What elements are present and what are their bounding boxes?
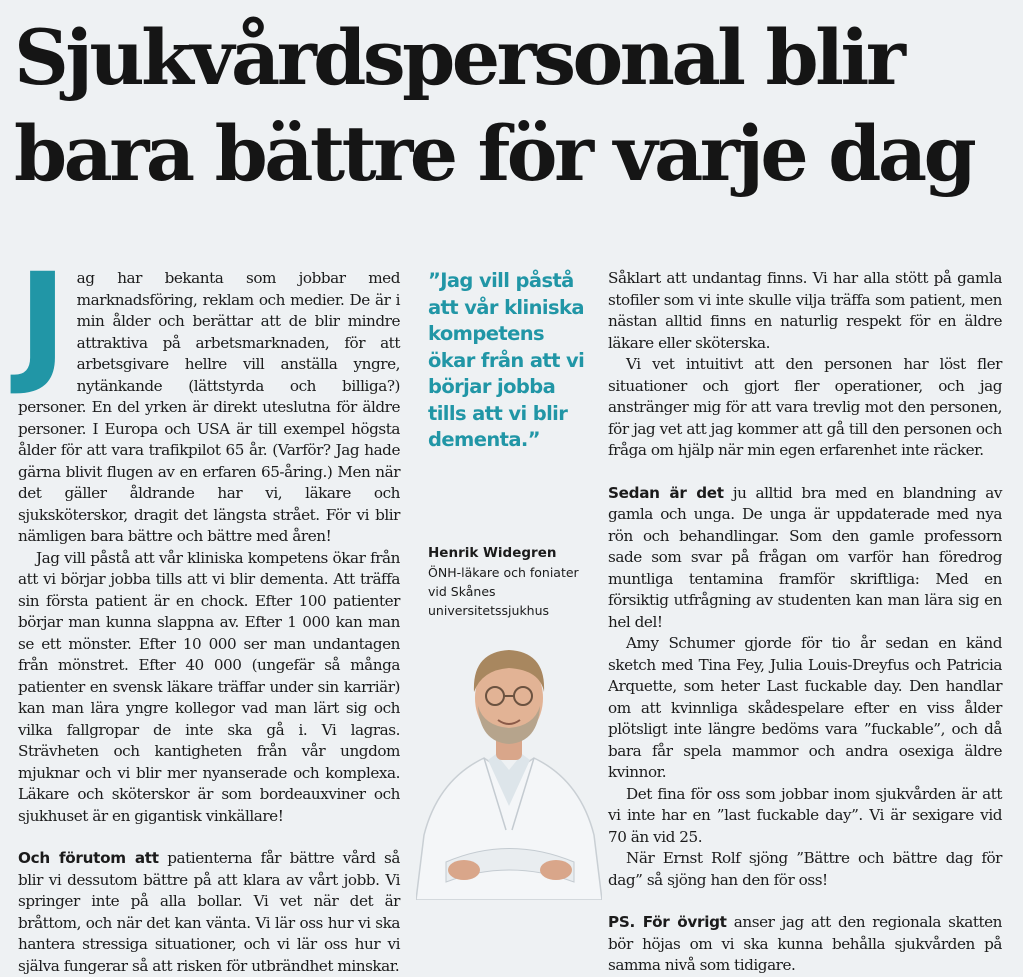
author-byline bbox=[428, 543, 598, 620]
drop-cap: J bbox=[18, 245, 67, 399]
body-paragraph bbox=[608, 912, 1002, 977]
paragraph-lead-in: Sedan är det bbox=[608, 483, 724, 502]
article-column-left bbox=[18, 245, 400, 977]
body-paragraph: Amy Schumer gjorde för tio år sedan en känd sketch med Tina Fey, Julia Louis-Dreyfus och Patricia Arquette, som heter Last fuckable day. Den handlar om att kvinnliga skådespelare efter en viss ålder plötsligt inte längre bedöms vara ”fuckable”, och då bara får spela mammor och andra osexiga äldre kvinnor. bbox=[608, 634, 1002, 781]
body-paragraph: Vi vet intuitivt att den personen har löst fler situationer och gjort fler operationer, och jag anstränger mig för att vara trevlig mot den personen, för jag vet att jag kommer att gå till den personen och fråga om hjälp när min egen erfarenhet inte räcker. bbox=[608, 355, 1002, 459]
body-paragraph bbox=[18, 848, 400, 977]
body-paragraph: Det fina för oss som jobbar inom sjukvården är att vi inte har en ”last fuckable day”. Vi är sexigare vid 70 än vid 25. bbox=[608, 784, 1002, 846]
author-name: Henrik Widegren bbox=[428, 545, 557, 561]
pull-quote: ”Jag vill påstå att vår kliniska kompetens ökar från att vi börjar jobba tills att vi blir dementa.” bbox=[428, 269, 585, 451]
body-paragraph bbox=[18, 245, 400, 548]
article-column-right bbox=[608, 268, 1002, 977]
paragraph-lead-in: Och förutom att bbox=[18, 849, 159, 867]
author-title: ÖNH-läkare och foniater vid Skånes universitetssjukhus bbox=[428, 565, 579, 618]
body-paragraph: Jag vill påstå att vår kliniska kompetens ökar från att vi börjar jobba tills att vi blir dementa. Att träffa sin första patient är en chock. Efter 100 patienter börjar man kunna slappna av. Efter 1 000 kan man se ett mönster. Efter 10 000 ser man undantagen från mönstret. Efter 40 000 (ungefär så många patienter en svensk läkare träffar under sin karriär) kan man lära yngre kollegor vad man lärt sig och vilka fallgropar de inte ska gå i. Vi lagras. Strävheten och kantigheten från vår ungdom mjuknar och vi blir mer nyanserade och komplexa. Läkare och sköterskor är som bordeauxviner och sjukhuset är en gigantisk vinkällare! bbox=[18, 548, 400, 825]
body-paragraph: När Ernst Rolf sjöng ”Bättre och bättre dag för dag” så sjöng han den för oss! bbox=[608, 849, 1002, 889]
headline: Sjukvårdspersonal blir bara bättre för varje dag bbox=[14, 13, 974, 198]
body-paragraph: Såklart att undantag finns. Vi har alla stött på gamla stofiler som vi inte skulle vilja träffa som patient, men nästan alltid finns en naturlig respekt för en äldre läkare eller sköterska. bbox=[608, 269, 1002, 352]
paragraph-text: anser jag att den regionala skatten bör höjas om vi ska kunna behålla sjukvården på samma nivå som tidigare. bbox=[608, 913, 1002, 974]
paragraph-text: ag har bekanta som jobbar med marknadsföring, reklam och medier. De är i min ålder och berättar att de blir mindre attraktiva på arbetsmarknaden, för att arbetsgivare hellre vill anställa yngre, nytänkande (lättstyrda och billiga?) personer. En del yrken är direkt uteslutna för äldre personer. I Europa och USA är till exempel högsta ålder för att vara trafikpilot 65 år. (Varför? Jag hade gärna blivit flugen av en erfaren 65-åring.) Men när det gäller åldrande har vi, läkare och sjuksköterskor, dragit det längsta strået. För vi blir nämligen bara bättre och bättre med åren! bbox=[18, 269, 400, 545]
author-portrait bbox=[416, 630, 602, 900]
paragraph-text: patienterna får bättre vård så blir vi dessutom bättre på att klara av vårt jobb. Vi springer inte på alla bollar. Vi vet när det är bråttom, och när det kan vänta. Vi lär oss hur vi ska hantera stressiga situationer, och vi lär oss hur vi själva fungerar så att risken för utbrändhet minskar. bbox=[18, 849, 400, 975]
paragraph-text: ju alltid bra med en blandning av gamla och unga. De unga är uppdaterade med nya rön och behandlingar. Som den gamle professorn sade som svar på frågan om varför han föredrog muntliga tentamina framför skriftliga: Med en försiktig utfrågning av studenten kan man lära sig en hel del! bbox=[608, 483, 1002, 631]
paragraph-lead-in: PS. För övrigt bbox=[608, 913, 727, 931]
body-paragraph bbox=[608, 483, 1002, 634]
